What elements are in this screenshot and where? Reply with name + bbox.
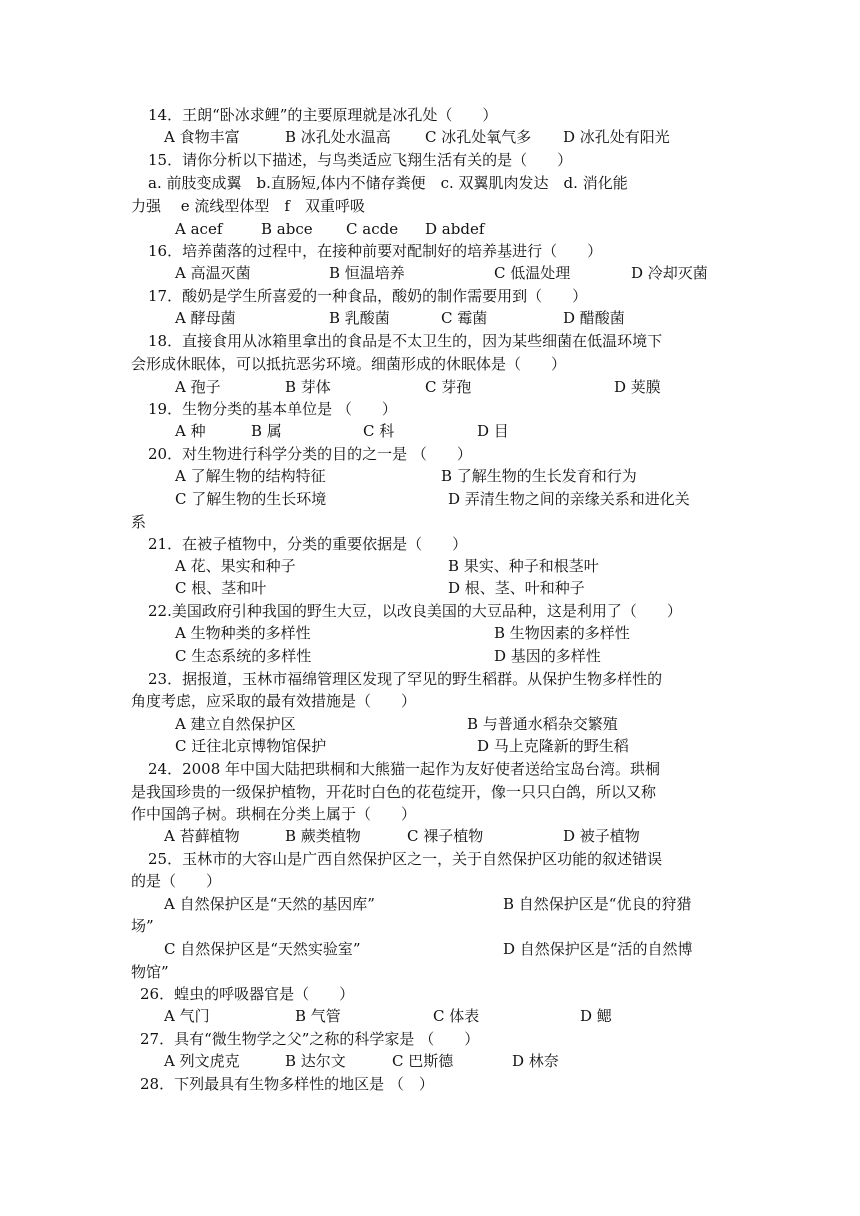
option-d: D 醋酸菌 (563, 309, 625, 327)
question-stem: 的是（ ） (131, 872, 222, 890)
option-a: A 了解生物的结构特征 (175, 467, 326, 485)
option-b: B 属 (251, 422, 282, 440)
option-d: D 冰孔处有阳光 (563, 128, 670, 146)
option-a: A 生物种类的多样性 (175, 624, 311, 642)
option-c: C acde (346, 220, 399, 238)
option-b-continued: 场” (131, 917, 154, 935)
option-b: B 气管 (295, 1007, 341, 1025)
question-stem: 作中国鸽子树。珙桐在分类上属于（ ） (131, 805, 417, 823)
option-d: D 马上克隆新的野生稻 (477, 737, 629, 755)
option-b: B 生物因素的多样性 (494, 624, 630, 642)
option-b: B abce (261, 220, 313, 238)
question-stem: 16．培养菌落的过程中，在接种前要对配制好的培养基进行（ ） (148, 242, 603, 260)
option-b: B 达尔文 (285, 1052, 346, 1070)
option-b: B 蕨类植物 (285, 827, 361, 845)
question-stem: 17．酸奶是学生所喜爱的一种食品，酸奶的制作需要用到（ ） (148, 287, 588, 305)
option-a: A 花、果实和种子 (175, 557, 296, 575)
option-b: B 芽体 (285, 378, 331, 396)
option-b: B 冰孔处水温高 (285, 128, 391, 146)
option-c: C 芽孢 (425, 378, 472, 396)
option-b: B 与普通水稻杂交繁殖 (467, 715, 618, 733)
option-d: D 弄清生物之间的亲缘关系和进化关 (448, 490, 690, 508)
option-c: C 霉菌 (441, 309, 488, 327)
question-stem: 22.美国政府引种我国的野生大豆，以改良美国的大豆品种，这是利用了（ ） (148, 602, 682, 620)
question-stem: 会形成休眠体，可以抵抗恶劣环境。细菌形成的休眠体是（ ） (131, 355, 567, 373)
option-a: A 气门 (164, 1007, 210, 1025)
option-d: D 荚膜 (614, 378, 661, 396)
option-a: A 种 (175, 422, 206, 440)
option-c: C 科 (363, 422, 395, 440)
option-d: D 根、茎、叶和种子 (448, 579, 585, 597)
option-d-continued: 系 (131, 513, 147, 531)
option-b: B 恒温培养 (329, 264, 405, 282)
option-c: C 体表 (433, 1007, 480, 1025)
question-stem: 18．直接食用从冰箱里拿出的食品是不太卫生的，因为某些细菌在低温环境下 (148, 332, 663, 350)
option-a: A 自然保护区是“天然的基因库” (164, 895, 375, 913)
question-stem: 19．生物分类的基本单位是 （ ） (148, 400, 397, 418)
option-c: C 迁往北京博物馆保护 (175, 737, 327, 755)
option-a: A 孢子 (175, 378, 221, 396)
question-stem: 25．玉林市的大容山是广西自然保护区之一，关于自然保护区功能的叙述错误 (148, 850, 663, 868)
question-stem: a. 前肢变成翼 b.直肠短,体内不储存粪便 c. 双翼肌肉发达 d. 消化能 (148, 174, 628, 192)
option-a: A acef (175, 220, 223, 238)
question-stem: 是我国珍贵的一级保护植物，开花时白色的花苞绽开，像一只只白鸽，所以又称 (131, 783, 657, 801)
option-d: D 自然保护区是“活的自然博 (503, 940, 693, 958)
option-c: C 根、茎和叶 (175, 579, 267, 597)
option-b: B 了解生物的生长发育和行为 (441, 467, 637, 485)
question-stem: 15．请你分析以下描述，与鸟类适应飞翔生活有关的是（ ） (148, 151, 573, 169)
option-a: A 酵母菌 (175, 309, 236, 327)
option-c: C 巴斯德 (392, 1052, 454, 1070)
option-a: A 建立自然保护区 (175, 715, 296, 733)
option-c: C 自然保护区是“天然实验室” (164, 940, 361, 958)
option-a: A 高温灭菌 (175, 264, 251, 282)
option-d: D 鳃 (580, 1007, 612, 1025)
option-d: D 林奈 (512, 1052, 559, 1070)
option-a: A 列文虎克 (164, 1052, 240, 1070)
option-a: A 食物丰富 (164, 128, 240, 146)
question-stem: 24．2008 年中国大陆把珙桐和大熊猫一起作为友好使者送给宝岛台湾。珙桐 (148, 760, 661, 778)
option-b: B 自然保护区是“优良的狩猎 (503, 895, 692, 913)
option-c: C 低温处理 (494, 264, 571, 282)
question-stem: 角度考虑，应采取的最有效措施是（ ） (131, 692, 417, 710)
option-c: C 生态系统的多样性 (175, 647, 312, 665)
option-d-continued: 物馆” (131, 963, 169, 981)
question-stem: 28．下列最具有生物多样性的地区是 （ ） (140, 1075, 434, 1093)
option-d: D 基因的多样性 (494, 647, 601, 665)
question-stem: 20．对生物进行科学分类的目的之一是 （ ） (148, 445, 472, 463)
option-d: D 目 (477, 422, 509, 440)
option-c: C 了解生物的生长环境 (175, 490, 327, 508)
option-a: A 苔藓植物 (164, 827, 240, 845)
question-stem: 力强 e 流线型体型 f 双重呼吸 (131, 197, 365, 215)
question-stem: 23．据报道，玉林市福绵管理区发现了罕见的野生稻群。从保护生物多样性的 (148, 670, 663, 688)
option-d: D 被子植物 (563, 827, 640, 845)
option-b: B 果实、种子和根茎叶 (448, 557, 599, 575)
question-stem: 14．王朗“卧冰求鲤”的主要原理就是冰孔处（ ） (148, 106, 498, 124)
option-c: C 裸子植物 (407, 827, 484, 845)
option-c: C 冰孔处氧气多 (425, 128, 532, 146)
question-stem: 26．蝗虫的呼吸器官是（ ） (140, 985, 355, 1003)
option-b: B 乳酸菌 (329, 309, 390, 327)
option-d: D abdef (425, 220, 485, 238)
question-stem: 21．在被子植物中，分类的重要依据是（ ） (148, 535, 468, 553)
question-stem: 27．具有“微生物学之父”之称的科学家是 （ ） (140, 1030, 480, 1048)
option-d: D 冷却灭菌 (631, 264, 708, 282)
